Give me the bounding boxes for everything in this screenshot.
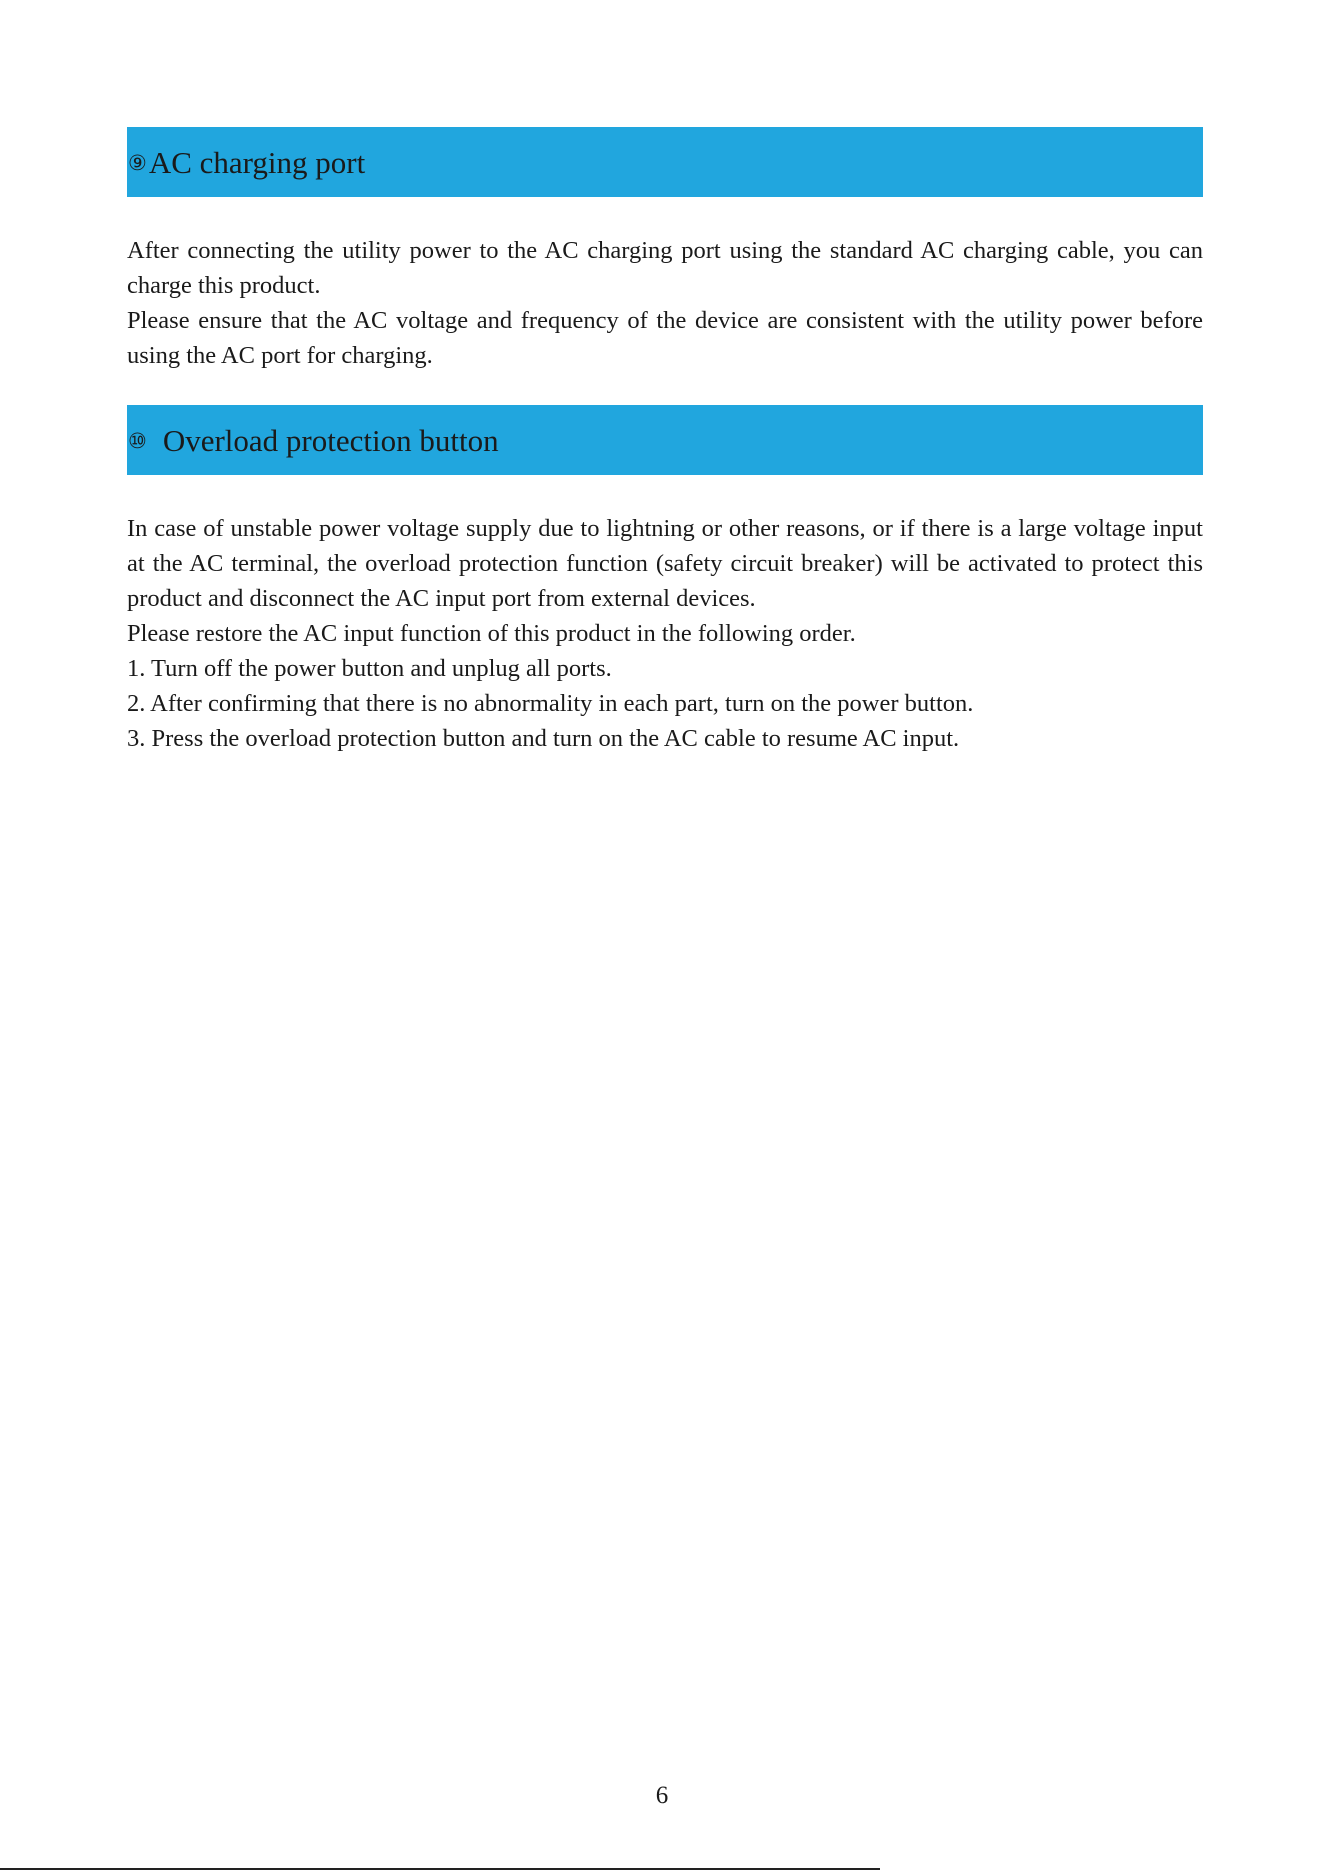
step-item: 3. Press the overload protection button and turn on the AC cable to resume AC input.: [127, 725, 960, 752]
footer-divider: [0, 1868, 880, 1870]
paragraph: Please ensure that the AC voltage and frequency of the device are consistent with the utility power before using the AC port for charging.: [127, 307, 1203, 369]
section-header-ac-charging-port: [127, 127, 1203, 197]
page-number: 6: [655, 1782, 669, 1809]
section-header-overload-protection-button: [127, 405, 1203, 475]
section-title: AC charging port: [148, 144, 366, 180]
paragraph: In case of unstable power voltage supply due to lightning or other reasons, or if there is a large voltage input at the AC terminal, the overload protection function (safety circuit breaker) will be activated to protect this product and disconnect the AC input port from external devices.: [127, 515, 1203, 612]
section-title: Overload protection button: [162, 422, 499, 458]
section-body-ac-charging-port: [127, 233, 1203, 373]
section-number: ⑩: [128, 428, 147, 453]
paragraph: After connecting the utility power to the AC charging port using the standard AC charging cable, you can charge this product.: [127, 237, 1203, 299]
step-item: 2. After confirming that there is no abnormality in each part, turn on the power button.: [127, 690, 974, 717]
section-number: ⑨: [128, 150, 147, 175]
paragraph: Please restore the AC input function of this product in the following order.: [127, 620, 856, 647]
step-item: 1. Turn off the power button and unplug all ports.: [127, 655, 612, 682]
section-body-overload-protection-button: [127, 511, 1203, 756]
